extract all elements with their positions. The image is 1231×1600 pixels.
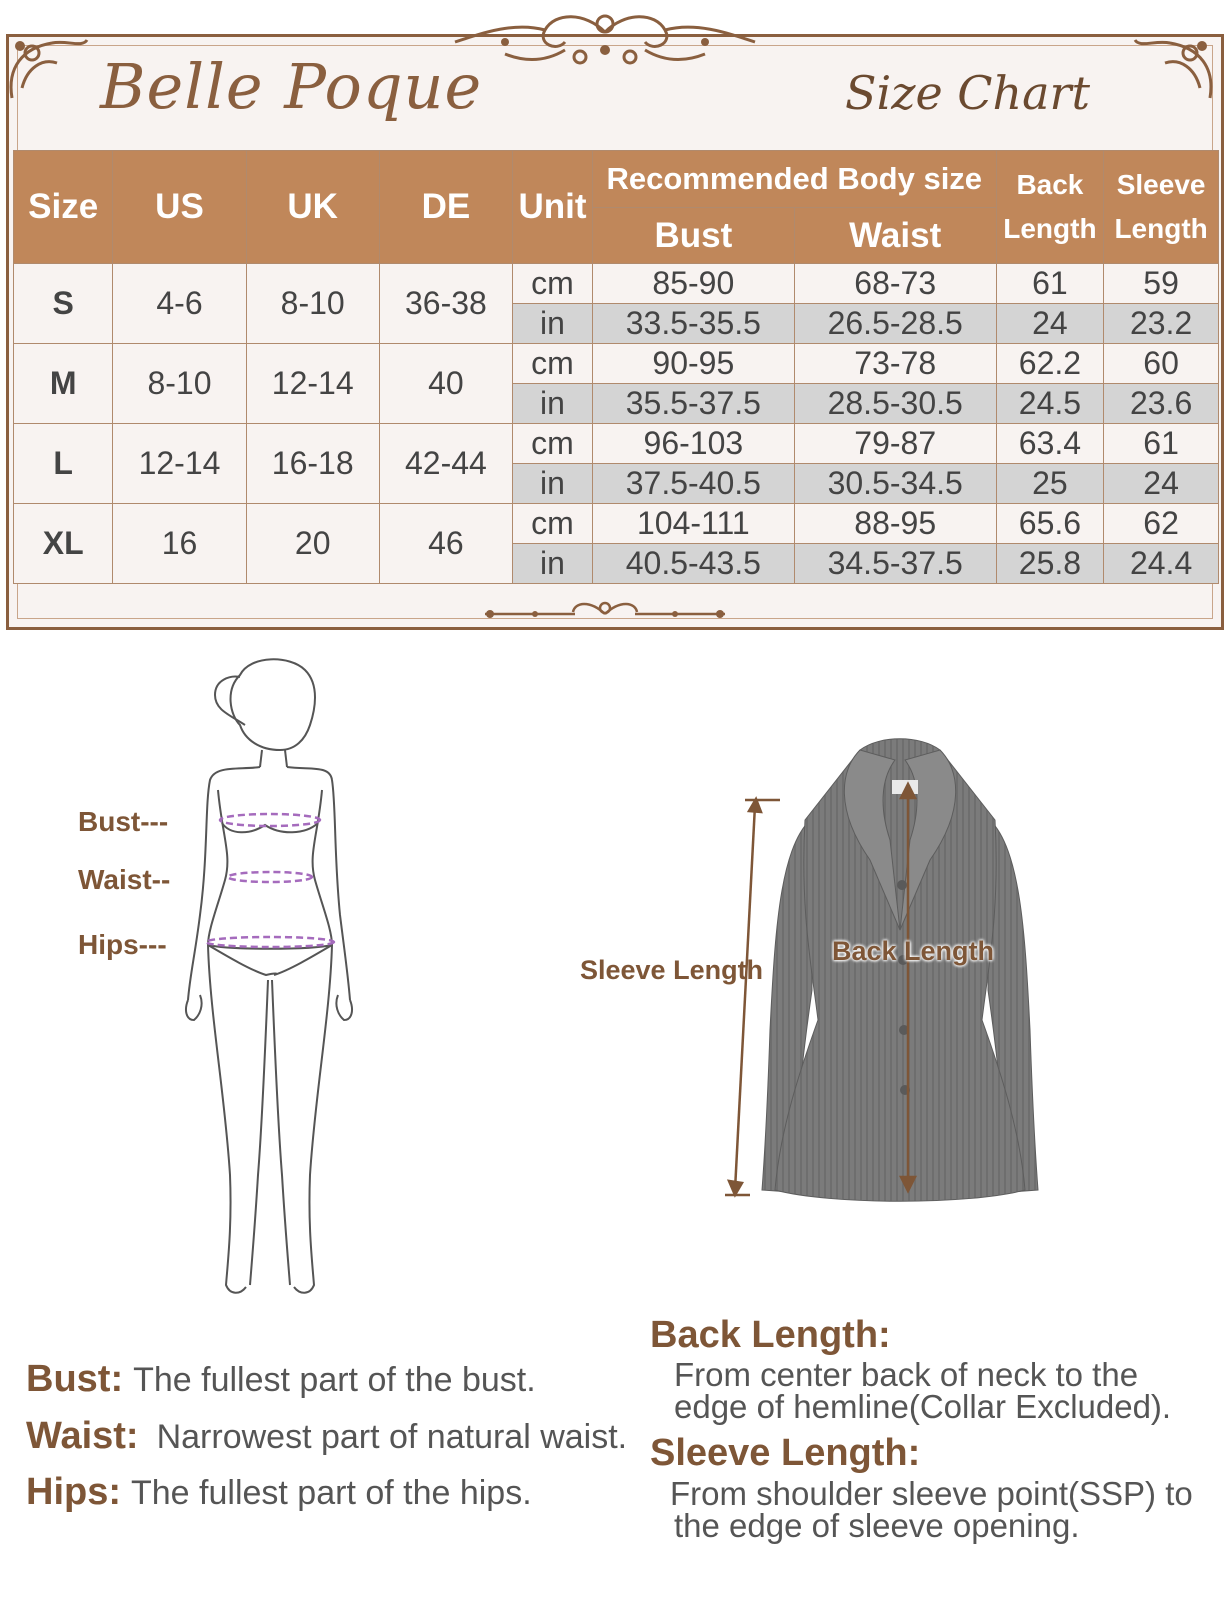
sleeve-length-definition-term: Sleeve Length: bbox=[650, 1432, 921, 1474]
waist-cell: 68-73 bbox=[794, 264, 996, 304]
us-cell: 4-6 bbox=[113, 264, 246, 344]
de-cell: 46 bbox=[379, 504, 512, 584]
header-us: US bbox=[113, 151, 246, 264]
table-row bbox=[14, 264, 1219, 304]
hips-definition bbox=[26, 1471, 532, 1514]
waist-cell: 79-87 bbox=[794, 424, 996, 464]
uk-cell: 20 bbox=[246, 504, 379, 584]
waist-cell: 26.5-28.5 bbox=[794, 304, 996, 344]
back-length-cell: 25 bbox=[996, 464, 1104, 504]
header-size: Size bbox=[14, 151, 113, 264]
uk-cell: 8-10 bbox=[246, 264, 379, 344]
header-back-length-line2: Length bbox=[1003, 213, 1097, 244]
unit-cell: in bbox=[513, 544, 593, 584]
waist-measure-label: Waist-- bbox=[78, 864, 171, 895]
sleeve-length-definition-line2: the edge of sleeve opening. bbox=[674, 1507, 1080, 1544]
bust-measure-label: Bust--- bbox=[78, 806, 169, 837]
de-cell: 36-38 bbox=[379, 264, 512, 344]
table-row bbox=[14, 344, 1219, 384]
bust-cell: 37.5-40.5 bbox=[592, 464, 794, 504]
header-unit: Unit bbox=[513, 151, 593, 264]
sleeve-length-label: Sleeve Length bbox=[580, 955, 764, 985]
de-cell: 40 bbox=[379, 344, 512, 424]
back-length-cell: 63.4 bbox=[996, 424, 1104, 464]
sleeve-length-cell: 60 bbox=[1104, 344, 1219, 384]
de-cell: 42-44 bbox=[379, 424, 512, 504]
back-length-cell: 65.6 bbox=[996, 504, 1104, 544]
unit-cell: in bbox=[513, 384, 593, 424]
bottom-center-ornament bbox=[475, 596, 735, 630]
uk-cell: 12-14 bbox=[246, 344, 379, 424]
sleeve-length-arrow bbox=[725, 795, 785, 1200]
top-left-corner-ornament bbox=[2, 28, 92, 108]
size-cell: S bbox=[14, 264, 113, 344]
table-row bbox=[14, 504, 1219, 544]
waist-definition-term: Waist: bbox=[26, 1415, 139, 1457]
sleeve-length-cell: 23.6 bbox=[1104, 384, 1219, 424]
sleeve-length-cell: 24 bbox=[1104, 464, 1219, 504]
size-cell: XL bbox=[14, 504, 113, 584]
top-center-ornament bbox=[445, 2, 765, 82]
sleeve-length-cell: 23.2 bbox=[1104, 304, 1219, 344]
header-back-length bbox=[996, 151, 1104, 264]
unit-cell: cm bbox=[513, 344, 593, 384]
back-length-cell: 24.5 bbox=[996, 384, 1104, 424]
us-cell: 8-10 bbox=[113, 344, 246, 424]
back-length-definition-line1: From center back of neck to the bbox=[674, 1356, 1139, 1393]
hips-definition-text: The fullest part of the hips. bbox=[131, 1474, 532, 1512]
size-table bbox=[13, 150, 1219, 584]
size-cell: M bbox=[14, 344, 113, 424]
header-sleeve-length-line1: Sleeve bbox=[1116, 169, 1206, 200]
bust-cell: 33.5-35.5 bbox=[592, 304, 794, 344]
waist-cell: 30.5-34.5 bbox=[794, 464, 996, 504]
header-recommended-body-size: Recommended Body size bbox=[592, 151, 996, 208]
top-right-corner-ornament bbox=[1130, 28, 1220, 108]
bust-cell: 104-111 bbox=[592, 504, 794, 544]
unit-cell: in bbox=[513, 304, 593, 344]
back-length-definition-line2: edge of hemline(Collar Excluded). bbox=[674, 1388, 1172, 1425]
hips-definition-term: Hips: bbox=[26, 1471, 121, 1513]
bust-cell: 35.5-37.5 bbox=[592, 384, 794, 424]
header-sleeve-length-line2: Length bbox=[1114, 213, 1208, 244]
uk-cell: 16-18 bbox=[246, 424, 379, 504]
size-cell: L bbox=[14, 424, 113, 504]
bust-cell: 96-103 bbox=[592, 424, 794, 464]
bust-cell: 85-90 bbox=[592, 264, 794, 304]
waist-cell: 88-95 bbox=[794, 504, 996, 544]
hips-measure-label: Hips--- bbox=[78, 929, 167, 960]
unit-cell: in bbox=[513, 464, 593, 504]
sleeve-length-cell: 62 bbox=[1104, 504, 1219, 544]
sleeve-length-definition-line1: From shoulder sleeve point(SSP) to bbox=[670, 1475, 1193, 1512]
unit-cell: cm bbox=[513, 424, 593, 464]
brand-logo-text: Belle Poque bbox=[100, 50, 483, 123]
header-bust: Bust bbox=[592, 208, 794, 264]
unit-cell: cm bbox=[513, 264, 593, 304]
sleeve-length-cell: 24.4 bbox=[1104, 544, 1219, 584]
waist-definition-text: Narrowest part of natural waist. bbox=[156, 1418, 628, 1456]
waist-cell: 28.5-30.5 bbox=[794, 384, 996, 424]
header-waist: Waist bbox=[794, 208, 996, 264]
back-length-cell: 25.8 bbox=[996, 544, 1104, 584]
us-cell: 12-14 bbox=[113, 424, 246, 504]
bust-definition-term: Bust: bbox=[26, 1358, 124, 1400]
unit-cell: cm bbox=[513, 504, 593, 544]
table-row bbox=[14, 424, 1219, 464]
waist-cell: 34.5-37.5 bbox=[794, 544, 996, 584]
bust-definition bbox=[26, 1358, 536, 1401]
us-cell: 16 bbox=[113, 504, 246, 584]
bust-cell: 40.5-43.5 bbox=[592, 544, 794, 584]
bust-cell: 90-95 bbox=[592, 344, 794, 384]
size-chart-title: Size Chart bbox=[845, 66, 1091, 120]
waist-cell: 73-78 bbox=[794, 344, 996, 384]
back-length-cell: 24 bbox=[996, 304, 1104, 344]
back-length-definition-term: Back Length: bbox=[650, 1314, 891, 1356]
body-figure-illustration bbox=[170, 655, 360, 1305]
back-length-cell: 61 bbox=[996, 264, 1104, 304]
sleeve-length-cell: 61 bbox=[1104, 424, 1219, 464]
header-sleeve-length bbox=[1104, 151, 1219, 264]
back-length-label: Back Length bbox=[832, 936, 995, 966]
header-uk: UK bbox=[246, 151, 379, 264]
header-de: DE bbox=[379, 151, 512, 264]
header-back-length-line1: Back bbox=[1016, 169, 1084, 200]
bust-definition-text: The fullest part of the bust. bbox=[133, 1361, 536, 1399]
back-length-cell: 62.2 bbox=[996, 344, 1104, 384]
waist-definition bbox=[26, 1415, 627, 1458]
sleeve-length-cell: 59 bbox=[1104, 264, 1219, 304]
